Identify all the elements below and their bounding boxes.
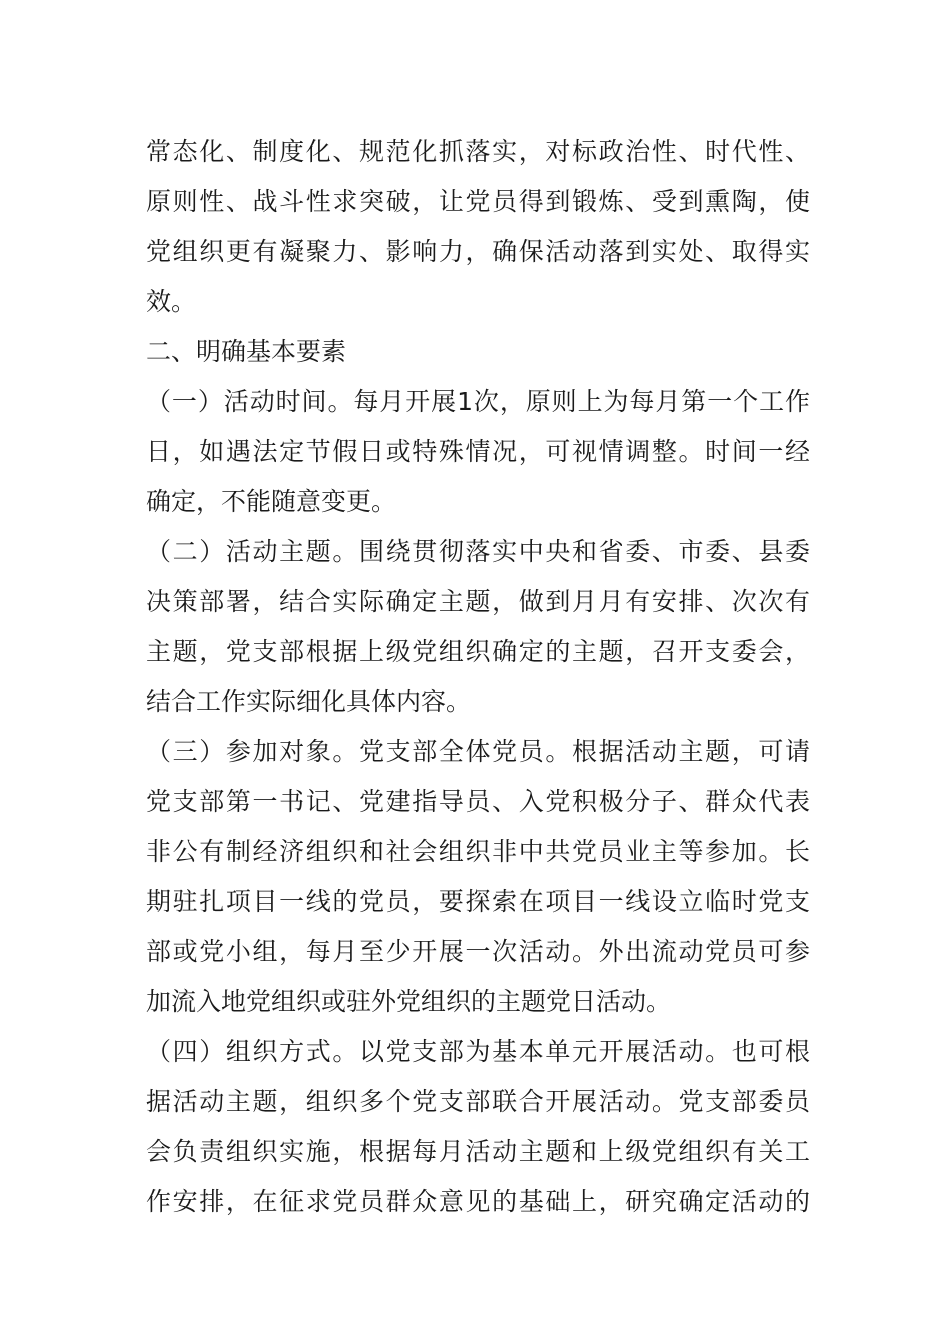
body-text-line: 效。 [146, 287, 197, 316]
body-text-line: 原则性、战斗性求突破，让党员得到锻炼、受到熏陶，使 [146, 187, 810, 216]
body-text-line: 结合工作实际细化具体内容。 [146, 687, 472, 716]
body-text-line: 常态化、制度化、规范化抓落实，对标政治性、时代性、 [146, 137, 810, 166]
body-text-line: （二）活动主题。围绕贯彻落实中央和省委、市委、县委 [146, 537, 810, 566]
body-text-line: 党支部第一书记、党建指导员、入党积极分子、群众代表 [146, 787, 810, 816]
body-text-line: 据活动主题，组织多个党支部联合开展活动。党支部委员 [146, 1087, 810, 1116]
body-text-line: 主题，党支部根据上级党组织确定的主题，召开支委会， [146, 637, 810, 666]
body-text-line: 加流入地党组织或驻外党组织的主题党日活动。 [146, 987, 672, 1016]
body-text-line: （三）参加对象。党支部全体党员。根据活动主题，可请 [146, 737, 810, 766]
section-heading: 二、明确基本要素 [146, 337, 347, 366]
body-text-line: 党组织更有凝聚力、影响力，确保活动落到实处、取得实 [146, 237, 810, 266]
body-text-line: 部或党小组，每月至少开展一次活动。外出流动党员可参 [146, 937, 810, 966]
body-text-line: （一）活动时间。每月开展1次，原则上为每月第一个工作 [146, 387, 810, 416]
body-text-line: 非公有制经济组织和社会组织非中共党员业主等参加。长 [146, 837, 810, 866]
body-text-line: 期驻扎项目一线的党员，要探索在项目一线设立临时党支 [146, 887, 810, 916]
body-text-line: 确定，不能随意变更。 [146, 487, 397, 516]
body-text-line: （四）组织方式。以党支部为基本单元开展活动。也可根 [146, 1037, 810, 1066]
body-text-line: 作安排，在征求党员群众意见的基础上，研究确定活动的 [146, 1187, 810, 1216]
body-text-line: 决策部署，结合实际确定主题，做到月月有安排、次次有 [146, 587, 810, 616]
body-text-line: 日，如遇法定节假日或特殊情况，可视情调整。时间一经 [146, 437, 810, 466]
body-text-line: 会负责组织实施，根据每月活动主题和上级党组织有关工 [146, 1137, 810, 1166]
